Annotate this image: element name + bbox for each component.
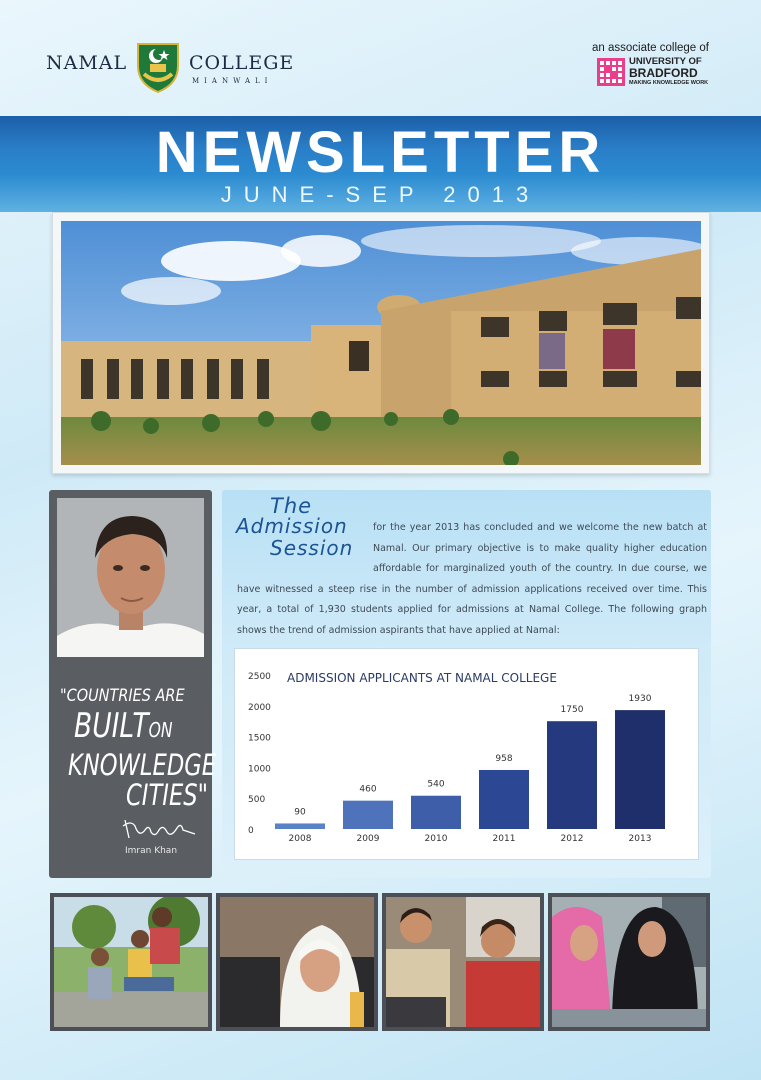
- college-wordmark: COLLEGE: [189, 52, 295, 74]
- newsletter-issue-date: JUNE-SEP 2013: [220, 182, 541, 207]
- quote-line-4: CITIES": [126, 778, 209, 812]
- y-tick-label: 1000: [248, 764, 271, 775]
- campus-building-photo: [61, 221, 701, 465]
- x-tick-label: 2010: [424, 834, 448, 844]
- bar-2011: [479, 770, 529, 829]
- y-tick-label: 2500: [248, 672, 271, 682]
- data-label: 90: [294, 807, 306, 818]
- college-crest-icon: [132, 38, 184, 94]
- data-label: 1930: [628, 694, 652, 705]
- imran-khan-portrait: [57, 498, 204, 657]
- x-tick-label: 2013: [628, 834, 652, 844]
- heading-the: The: [270, 494, 313, 518]
- bar-2008: [275, 823, 325, 829]
- newsletter-title: NEWSLETTER: [155, 120, 606, 185]
- bar-2009: [343, 801, 393, 829]
- quote-line-1: "COUNTRIES ARE: [60, 686, 185, 706]
- article-body: [237, 518, 707, 641]
- heading-admission: Admission: [236, 514, 348, 538]
- quote-on: ON: [148, 718, 173, 742]
- students-photo-4: [548, 893, 710, 1031]
- admission-article: [222, 490, 711, 878]
- chart-title: ADMISSION APPLICANTS AT NAMAL COLLEGE: [287, 671, 557, 685]
- x-tick-label: 2012: [560, 834, 584, 844]
- y-tick-label: 1500: [248, 733, 271, 744]
- mianwali-wordmark: MIANWALI: [192, 77, 273, 85]
- y-tick-label: 500: [248, 795, 266, 806]
- quote-line-3: KNOWLEDGE: [68, 748, 217, 782]
- bar-2013: [615, 710, 665, 829]
- bradford-affiliation: [592, 42, 709, 94]
- x-tick-label: 2008: [288, 834, 312, 844]
- students-photo-1: [50, 893, 212, 1031]
- data-label: 540: [427, 779, 445, 790]
- article-body-text: for the year 2013 has concluded and we welcome the new batch at Namal. Our primary objective is to make quality higher education affordable for marginalized youth of the country. In due course, we have witnessed a steep rise in the number of admission applications received over time. This year, a total of 1,930 students applied for admissions at Namal College. The following graph shows the trend of admission aspirants that have applied at Namal:: [237, 522, 707, 636]
- newsletter-banner: [0, 116, 761, 212]
- admissions-chart: [234, 648, 699, 860]
- data-label: 958: [495, 753, 513, 764]
- bar-2012: [547, 721, 597, 829]
- university-of-text: UNIVERSITY OF: [629, 56, 702, 67]
- quote-author: Imran Khan: [125, 846, 178, 856]
- associate-text: an associate college of: [592, 42, 709, 54]
- x-tick-label: 2009: [356, 834, 380, 844]
- x-tick-label: 2011: [492, 834, 516, 844]
- quote-line-2: [74, 706, 173, 746]
- students-photo-3: [382, 893, 544, 1031]
- campus-photo-frame: [52, 212, 710, 474]
- quote-panel: [49, 490, 217, 878]
- bradford-tagline: MAKING KNOWLEDGE WORK: [629, 80, 709, 86]
- y-tick-label: 2000: [248, 702, 271, 713]
- bradford-text: BRADFORD: [629, 66, 698, 80]
- students-photo-2: [216, 893, 378, 1031]
- heading-session: Session: [270, 536, 354, 560]
- signature-icon: [121, 816, 197, 842]
- data-label: 460: [359, 784, 377, 795]
- namal-wordmark: NAMAL: [46, 52, 128, 74]
- quote-built: BUILT: [74, 706, 149, 746]
- bar-2010: [411, 796, 461, 829]
- bradford-logo-icon: [597, 58, 625, 86]
- admissions-bar-chart: [235, 649, 698, 859]
- data-label: 1750: [560, 705, 584, 716]
- y-tick-label: 0: [248, 826, 254, 836]
- namal-college-logo: [46, 38, 295, 94]
